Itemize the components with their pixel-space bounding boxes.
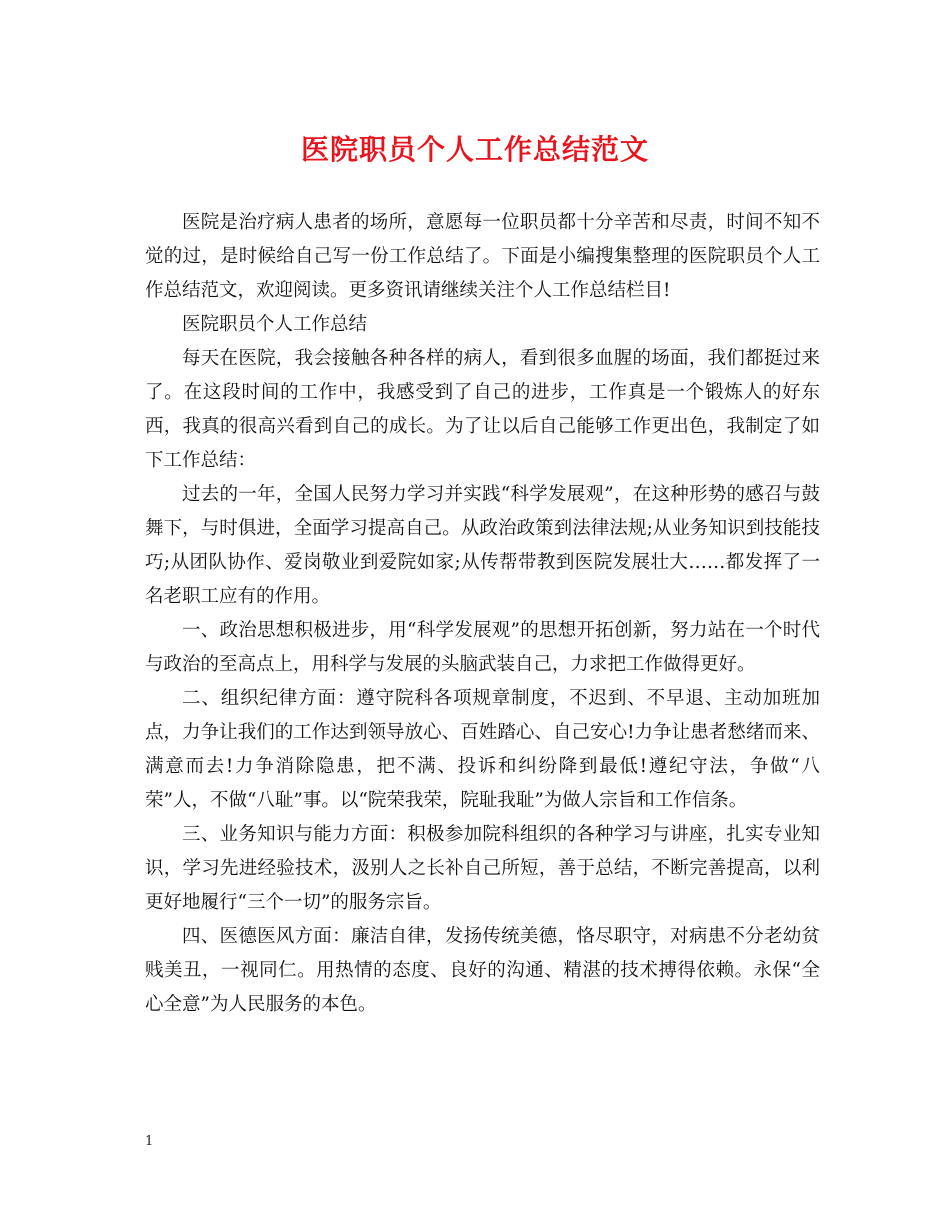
page-title: 医院职员个人工作总结范文 (300, 133, 649, 166)
section-heading: 医院职员个人工作总结 (182, 314, 368, 335)
body-paragraph: 每天在医院，我会接触各种各样的病人，看到很多血腥的场面，我们都挺过来了。在这段时间的工作中，我感受到了自己的进步，工作真是一个锻炼人的好东西，我真的很高兴看到自己的成长。为了让以后自己能够工作更出色，我制定了如下工作总结： (145, 348, 820, 471)
body-paragraph: 过去的一年，全国人民努力学习并实践“科学发展观”，在这种形势的感召与鼓舞下，与时俱进，全面学习提高自己。从政治政策到法律法规;从业务知识到技能技巧;从团队协作、爱岗敬业到爱院如家;从传帮带教到医院发展壮大……都发挥了一名老职工应有的作用。 (145, 484, 820, 607)
page-number: 1 (145, 1134, 154, 1149)
intro-paragraph: 医院是治疗病人患者的场所，意愿每一位职员都十分辛苦和尽责，时间不知不觉的过，是时候给自己写一份工作总结了。下面是小编搜集整理的医院职员个人工作总结范文，欢迎阅读。更多资讯请继续关注个人工作总结栏目! (145, 212, 820, 301)
point-discipline-paragraph: 二、组织纪律方面：遵守院科各项规章制度，不迟到、不早退、主动加班加点，力争让我们的工作达到领导放心、百姓踏心、自己安心!力争让患者愁绪而来、满意而去!力争消除隐患，把不满、投诉和纠纷降到最低!遵纪守法，争做“八荣”人，不做“八耻”事。以“院荣我荣，院耻我耻”为做人宗旨和工作信条。 (145, 688, 820, 811)
point-knowledge-paragraph: 三、业务知识与能力方面：积极参加院科组织的各种学习与讲座，扎实专业知识，学习先进经验技术，汲别人之长补自己所短，善于总结，不断完善提高，以利更好地履行“三个一切”的服务宗旨。 (145, 824, 820, 913)
document-body (145, 206, 820, 1022)
point-politics-paragraph: 一、政治思想积极进步，用“科学发展观”的思想开拓创新，努力站在一个时代与政治的至高点上，用科学与发展的头脑武装自己，力求把工作做得更好。 (145, 620, 820, 675)
point-ethics-paragraph: 四、医德医风方面：廉洁自律，发扬传统美德，恪尽职守，对病患不分老幼贫贱美丑，一视同仁。用热情的态度、良好的沟通、精湛的技术搏得依赖。永保“全心全意”为人民服务的本色。 (145, 926, 820, 1015)
